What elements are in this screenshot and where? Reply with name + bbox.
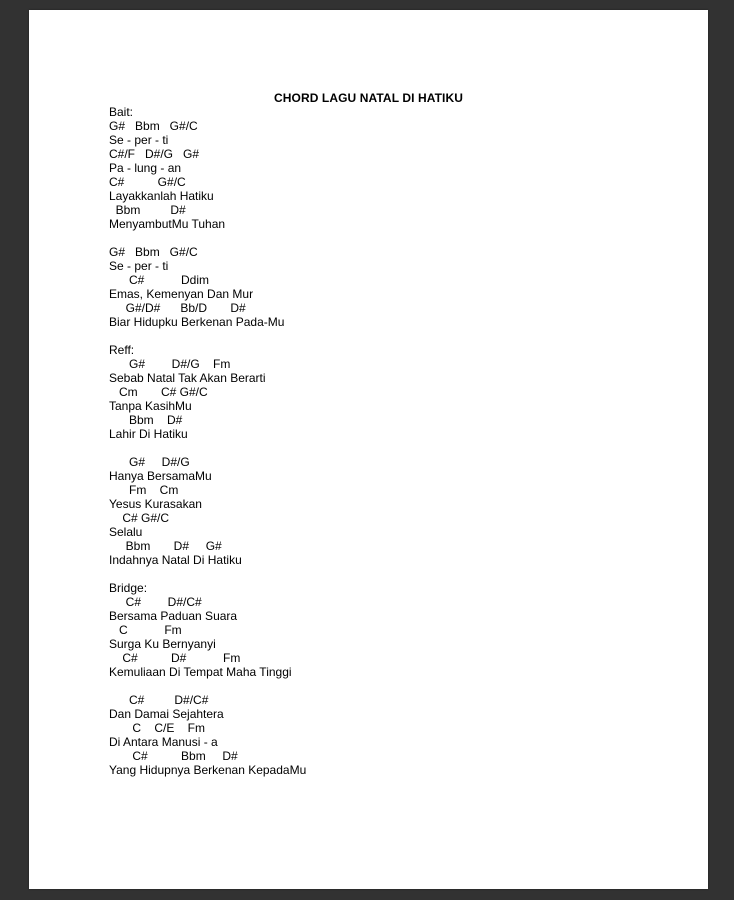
lyric-line: Bbm D#	[109, 203, 186, 217]
lyrics-body	[109, 105, 306, 777]
lyric-line: G# Bbm G#/C	[109, 119, 198, 133]
lyric-line: C# D#/C#	[109, 595, 202, 609]
lyric-line: C Fm	[109, 623, 182, 637]
lyric-line: G# D#/G	[109, 455, 190, 469]
lyric-line	[109, 567, 306, 581]
lyric-line: Sebab Natal Tak Akan Berarti	[109, 371, 266, 385]
lyric-line	[109, 329, 306, 343]
lyric-line: Di Antara Manusi - a	[109, 735, 218, 749]
lyric-line: G# Bbm G#/C	[109, 245, 198, 259]
lyric-line: Layakkanlah Hatiku	[109, 189, 214, 203]
lyric-line: Selalu	[109, 525, 143, 539]
lyric-line: C#/F D#/G G#	[109, 147, 200, 161]
lyric-line: Hanya BersamaMu	[109, 469, 212, 483]
lyric-line: Biar Hidupku Berkenan Pada-Mu	[109, 315, 285, 329]
lyric-line: G# D#/G Fm	[109, 357, 231, 371]
lyric-line: Yang Hidupnya Berkenan KepadaMu	[109, 763, 307, 777]
lyric-line: Se - per - ti	[109, 259, 169, 273]
lyric-line: Bbm D# G#	[109, 539, 222, 553]
lyric-line: Se - per - ti	[109, 133, 169, 147]
lyric-line: C C/E Fm	[109, 721, 206, 735]
lyric-line: Yesus Kurasakan	[109, 497, 202, 511]
lyric-line: Pa - lung - an	[109, 161, 182, 175]
lyric-line: Bait:	[109, 105, 134, 119]
lyric-line	[109, 679, 306, 693]
page-title: CHORD LAGU NATAL DI HATIKU	[273, 91, 464, 105]
lyric-line: C# D#/C#	[109, 693, 209, 707]
lyric-line: Emas, Kemenyan Dan Mur	[109, 287, 254, 301]
lyric-line: Bersama Paduan Suara	[109, 609, 238, 623]
lyric-line: Surga Ku Bernyanyi	[109, 637, 216, 651]
lyric-line: C# Ddim	[109, 273, 210, 287]
lyric-line: Lahir Di Hatiku	[109, 427, 188, 441]
lyric-line: C# D# Fm	[109, 651, 241, 665]
lyric-line: MenyambutMu Tuhan	[109, 217, 226, 231]
lyric-line: C# G#/C	[109, 511, 170, 525]
lyric-line: G#/D# Bb/D D#	[109, 301, 246, 315]
lyric-line: Dan Damai Sejahtera	[109, 707, 224, 721]
lyric-line: C# Bbm D#	[109, 749, 238, 763]
lyric-line: Cm C# G#/C	[109, 385, 208, 399]
lyric-line: Kemuliaan Di Tempat Maha Tinggi	[109, 665, 292, 679]
lyric-line: C# G#/C	[109, 175, 186, 189]
lyric-line: Bbm D#	[109, 413, 183, 427]
lyric-line	[109, 231, 306, 245]
lyric-line	[109, 441, 306, 455]
lyric-line: Indahnya Natal Di Hatiku	[109, 553, 242, 567]
document-page	[29, 10, 708, 889]
lyric-line: Tanpa KasihMu	[109, 399, 192, 413]
lyric-line: Reff:	[109, 343, 135, 357]
lyric-line: Fm Cm	[109, 483, 179, 497]
lyric-line: Bridge:	[109, 581, 148, 595]
